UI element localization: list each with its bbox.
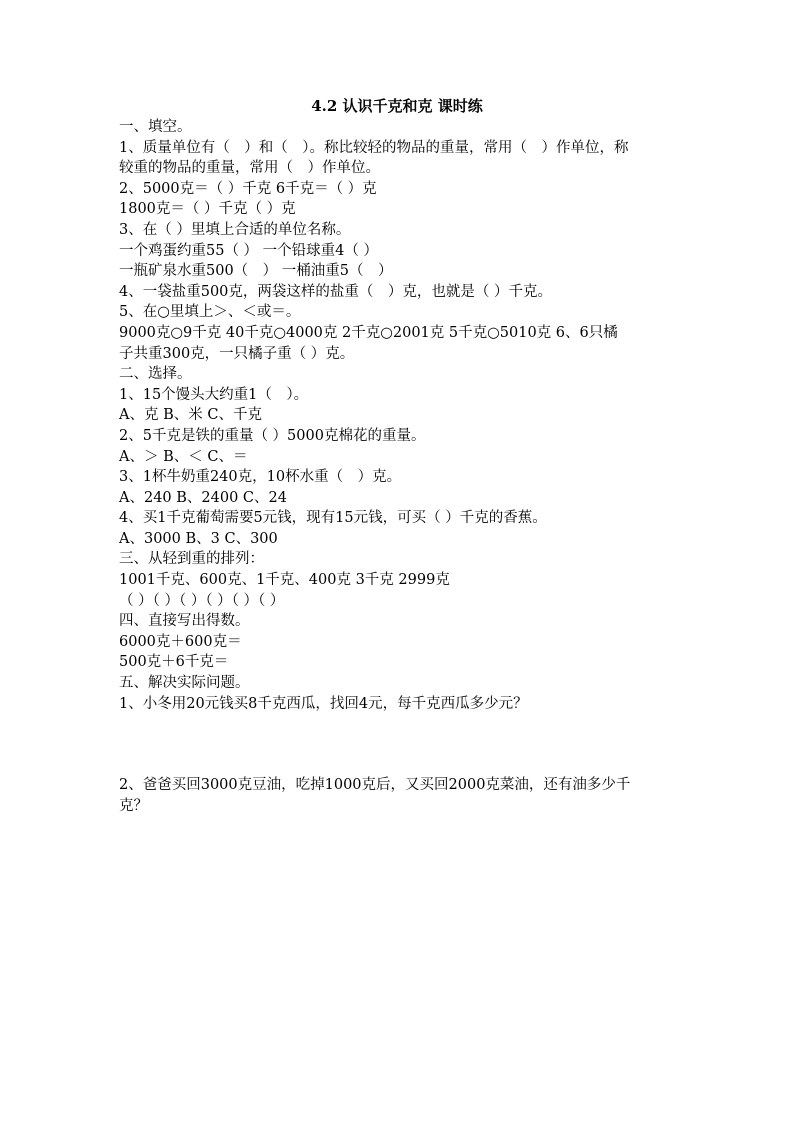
question-text: 2、5000克＝（ ）千克 6千克＝（ ）克 — [119, 180, 377, 197]
question-text: 3、在（ ）里填上合适的单位名称。 — [119, 221, 351, 238]
question-text: 9000克○9千克 40千克○4000克 2千克○2001克 5千克○5010克 6、6只橘 — [119, 324, 618, 341]
question-text: 3、1杯牛奶重240克，10杯水重（ ）克。 — [119, 469, 402, 486]
question-text: 1、小冬用20元钱买8千克西瓜，找回4元，每千克西瓜多少元？ — [119, 695, 528, 712]
worksheet-title: 4.2 认识千克和克 课时练 — [311, 97, 483, 115]
worksheet-content — [119, 117, 689, 816]
answer-options: A、克 B、米 C、千克 — [119, 407, 262, 424]
question-text: 4、一袋盐重500克，两袋这样的盐重（ ）克，也就是（ ）千克。 — [119, 283, 553, 300]
section-1-heading: 一、填空。 — [119, 119, 192, 135]
question-text: 子共重300克，一只橘子重（ ）克。 — [119, 345, 355, 362]
question-text: 500克＋6千克＝ — [119, 654, 229, 671]
question-text: 1、质量单位有（ ）和（ ）。称比较轻的物品的重量，常用（ ）作单位，称 — [119, 139, 629, 156]
question-text: 6000克＋600克＝ — [119, 633, 242, 650]
question-text: 2、爸爸买回3000克豆油，吃掉1000克后，又买回2000克菜油，还有油多少千 — [119, 777, 631, 794]
section-4-heading: 四、直接写出得数。 — [119, 613, 250, 630]
section-3-heading: 三、从轻到重的排列： — [119, 551, 264, 568]
question-text: 一瓶矿泉水重500（ ） 一桶油重5（ ） — [119, 263, 393, 280]
answer-options: A、3000 B、3 C、300 — [119, 530, 278, 547]
question-text: 5、在○里填上＞、＜或＝。 — [119, 304, 301, 321]
question-text: 一个鸡蛋约重55（ ） 一个铅球重4（ ） — [119, 242, 379, 259]
question-text: 2、5千克是铁的重量（ ）5000克棉花的重量。 — [119, 427, 426, 444]
section-5-heading: 五、解决实际问题。 — [119, 675, 250, 692]
question-text: 4、买1千克葡萄需要5元钱，现有15元钱，可买（ ）千克的香蕉。 — [119, 510, 547, 527]
question-text: 较重的物品的重量，常用（ ）作单位。 — [119, 160, 380, 177]
answer-options: A、240 B、2400 C、24 — [119, 489, 287, 506]
answer-blanks: （ ）（ ）（ ）（ ）（ ）（ ） — [119, 592, 285, 609]
question-text: 1001千克、600克、1千克、400克 3千克 2999克 — [119, 572, 450, 589]
question-text: 克？ — [119, 797, 148, 814]
answer-options: A、＞ B、＜ C、＝ — [119, 448, 248, 465]
answer-space — [119, 714, 689, 775]
question-text: 1、15个馒头大约重1（ ）。 — [119, 386, 309, 403]
section-2-heading: 二、选择。 — [119, 366, 192, 383]
question-text: 1800克＝（ ）千克（ ）克 — [119, 201, 296, 218]
